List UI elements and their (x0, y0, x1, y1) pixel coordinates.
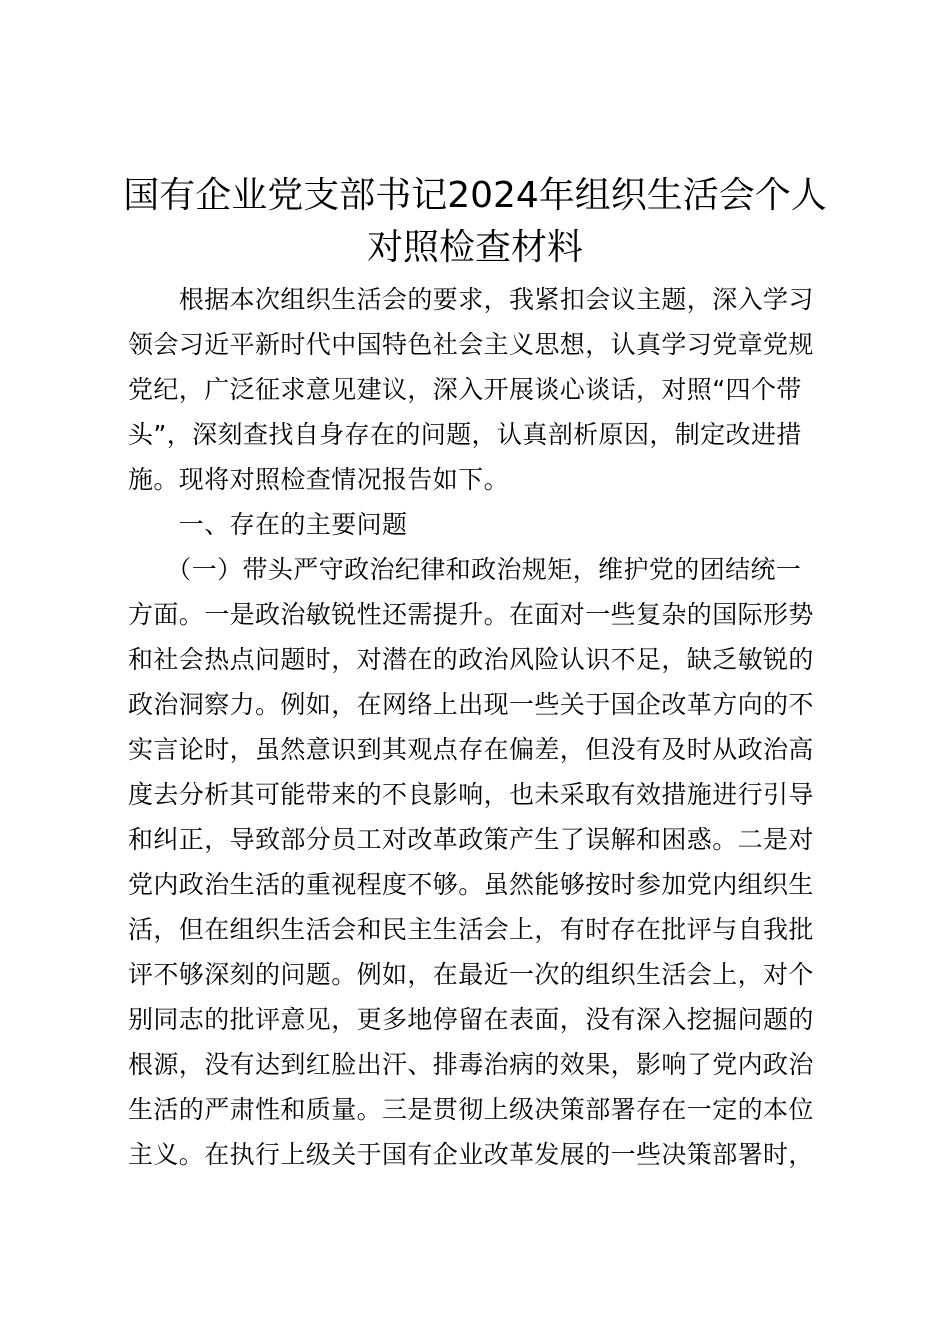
body-line-15: 活，但在组织生活会和民主生活会上，有时存在批评与自我批 (128, 915, 814, 944)
body-line-1: 根据本次组织生活会的要求，我紧扣会议主题，深入学习 (128, 285, 814, 314)
section-heading: 一、存在的主要问题 (128, 510, 408, 539)
body-line-2: 领会习近平新时代中国特色社会主义思想，认真学习党章党规 (128, 330, 814, 359)
body-line-17: 别同志的批评意见，更多地停留在表面，没有深入挖掘问题的 (128, 1005, 814, 1034)
body-line-12: 度去分析其可能带来的不良影响，也未采取有效措施进行引导 (128, 780, 814, 809)
body-line-8: 方面。一是政治敏锐性还需提升。在面对一些复杂的国际形势 (128, 600, 814, 629)
body-line-7: （一）带头严守政治纪律和政治规矩，维护党的团结统一 (128, 555, 802, 584)
body-line-5: 施。现将对照检查情况报告如下。 (128, 465, 510, 494)
body-line-13: 和纠正，导致部分员工对改革政策产生了误解和困惑。二是对 (128, 825, 814, 854)
body-line-4: 头”，深刻查找自身存在的问题，认真剖析原因，制定改进措 (128, 420, 802, 449)
body-line-3: 党纪，广泛征求意见建议，深入开展谈心谈话，对照“四个带 (128, 375, 802, 404)
document-title-line-2: 对照检查材料 (366, 227, 583, 268)
body-line-16: 评不够深刻的问题。例如，在最近一次的组织生活会上，对个 (128, 960, 814, 989)
body-line-10: 政治洞察力。例如，在网络上出现一些关于国企改革方向的不 (128, 690, 814, 719)
body-line-20: 主义。在执行上级关于国有企业改革发展的一些决策部署时， (128, 1140, 814, 1169)
document-title-line-1: 国有企业党支部书记2024年组织生活会个人 (123, 175, 827, 216)
body-line-9: 和社会热点问题时，对潜在的政治风险认识不足，缺乏敏锐的 (128, 645, 814, 674)
body-line-11: 实言论时，虽然意识到其观点存在偏差，但没有及时从政治高 (128, 735, 814, 764)
body-line-18: 根源，没有达到红脸出汗、排毒治病的效果，影响了党内政治 (128, 1050, 814, 1079)
body-line-19: 生活的严肃性和质量。三是贯彻上级决策部署存在一定的本位 (128, 1095, 814, 1124)
body-line-14: 党内政治生活的重视程度不够。虽然能够按时参加党内组织生 (128, 870, 814, 899)
